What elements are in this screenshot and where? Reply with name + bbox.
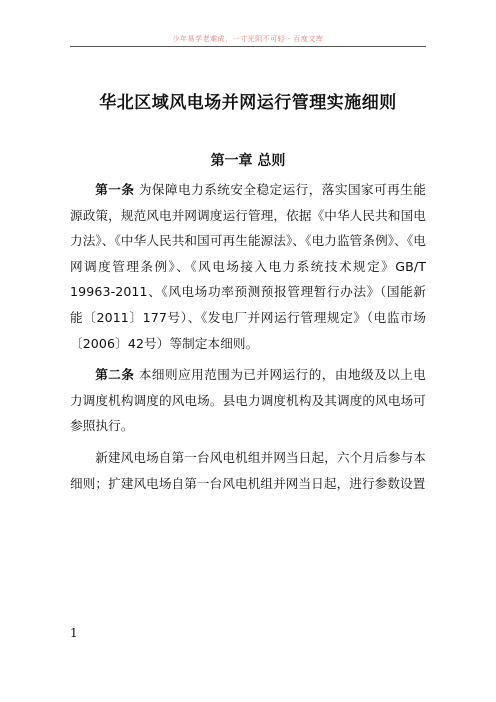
- article-2-continuation: [70, 445, 426, 496]
- document-title: 华北区域风电场并网运行管理实施细则: [99, 93, 397, 113]
- header-divider: [70, 46, 426, 47]
- article-1: [70, 177, 426, 356]
- header-note: 少年易学老难成，一寸光阴不可轻 - 百度文库: [172, 35, 324, 43]
- article-text: 为保障电力系统安全稳定运行，落实国家可再生能源政策，规范风电并网调度运行管理，依据《中华人民共和国电力法》、《中华人民共和国可再生能源法》、《电力监管条例》、《电网调度管理条例》、《风电场接入电力系统技术规定》GB/T 19963-2011、《风电场功率预测预报管理暂行办法》（国能新能〔2011〕177号）、《发电厂并网运行管理规定》（电监市场〔2006〕42号）等制定本细则。: [70, 182, 426, 351]
- article-label: 第一条: [95, 182, 135, 197]
- article-label: 第二条: [95, 367, 135, 383]
- article-2: [70, 362, 426, 439]
- chapter-title: 第一章 总则: [210, 153, 286, 169]
- document-body: [70, 177, 426, 502]
- page-number: 1: [70, 626, 78, 640]
- article-text: 新建风电场自第一台风电机组并网当日起，六个月后参与本细则；扩建风电场自第一台风电机组并网当日起，进行参数设置: [70, 449, 426, 491]
- article-text: 本细则应用范围为已并网运行的，由地级及以上电力调度机构调度的风电场。县电力调度机构及其调度的风电场可参照执行。: [70, 367, 426, 434]
